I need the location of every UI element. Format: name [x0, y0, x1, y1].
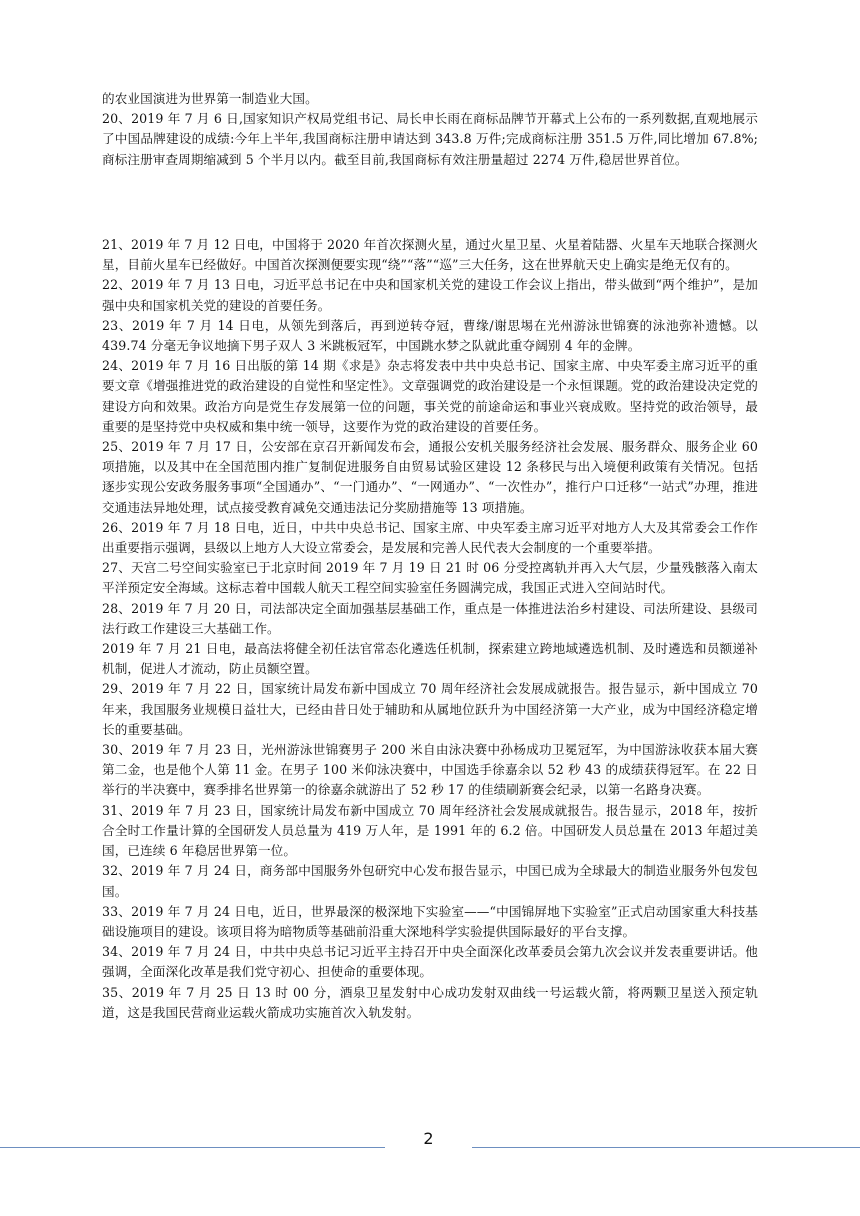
paragraph-item-29: 29、2019 年 7 月 22 日，国家统计局发布新中国成立 70 周年经济社会发展成就报告。报告显示，新中国成立 70 年来，我国服务业规模日益壮大，已经由昔日处于辅助和从属地位跃升为中国经济第一大产业，成为中国经济稳定增长的重要基础。 [102, 681, 758, 737]
paragraph-unnumbered: 2019 年 7 月 21 日电，最高法将健全初任法官常态化遴选任机制，探索建立跨地域遴选机制、及时遴选和员额递补机制，促进人才流动，防止员额空置。 [102, 641, 758, 677]
footer-rule-left [0, 1147, 385, 1148]
paragraph-item-25: 25、2019 年 7 月 17 日，公安部在京召开新闻发布会，通报公安机关服务经济社会发展、服务群众、服务企业 60 项措施，以及其中在全国范围内推广复制促进服务自由贸易试验区建设 12 条移民与出入境便利政策有关情况。包括逐步实现公安政务服务事项“全国通办”、“一门通办”、“一网通办”、“一次性办”，推行户口迁移“一站式”办理，推进交通违法异地处理，试点接受教育减免交通违法记分奖励措施等 13 项措施。 [102, 439, 758, 515]
paragraph-item-32: 32、2019 年 7 月 24 日，商务部中国服务外包研究中心发布报告显示，中国已成为全球最大的制造业服务外包发包国。 [102, 863, 758, 899]
paragraph-item-23: 23、2019 年 7 月 14 日电，从领先到落后，再到逆转夺冠，曹缘/谢思埸在光州游泳世锦赛的泳池弥补遗憾。以 439.74 分毫无争议地摘下男子双人 3 米跳板冠军，中国跳水梦之队就此重夺阔别 4 年的金牌。 [102, 317, 758, 354]
page-number: 2 [423, 1129, 434, 1148]
paragraph-item-33: 33、2019 年 7 月 24 日电，近日，世界最深的极深地下实验室——“中国锦屏地下实验室”正式启动国家重大科技基础设施项目的建设。该项目将为暗物质等基础前沿重大深地科学实验提供国际最好的平台支撑。 [102, 903, 758, 939]
main-text-block [102, 235, 758, 1023]
paragraph-item-28: 28、2019 年 7 月 20 日，司法部决定全面加强基层基础工作，重点是一体推进法治乡村建设、司法所建设、县级司法行政工作建设三大基础工作。 [102, 600, 758, 636]
paragraph: 的农业国演进为世界第一制造业大国。 [102, 91, 318, 106]
top-text-block [102, 89, 758, 170]
paragraph-item-26: 26、2019 年 7 月 18 日电，近日，中共中央总书记、国家主席、中央军委主席习近平对地方人大及其常委会工作作出重要指示强调，县级以上地方人大设立常委会，是发展和完善人民代表大会制度的一个重要举措。 [102, 519, 758, 556]
paragraph-item-27: 27、天宫二号空间实验室已于北京时间 2019 年 7 月 19 日 21 时 06 分受控离轨并再入大气层，少量残骸落入南太平洋预定安全海域。这标志着中国载人航天工程空间实验室任务圆满完成，我国正式进入空间站时代。 [102, 560, 758, 596]
paragraph-item-31: 31、2019 年 7 月 23 日，国家统计局发布新中国成立 70 周年经济社会发展成就报告。报告显示，2018 年，按折合全时工作量计算的全国研发人员总量为 419 万人年，是 1991 年的 6.2 倍。中国研发人员总量在 2013 年超过美国，已连续 6 年稳居世界第一位。 [102, 802, 758, 859]
page-footer [0, 1124, 860, 1164]
paragraph-item-24: 24、2019 年 7 月 16 日出版的第 14 期《求是》杂志将发表中共中央总书记、国家主席、中央军委主席习近平的重要文章《增强推进党的政治建设的自觉性和坚定性》。文章强调党的政治建设是一个永恒课题。党的政治建设决定党的建设方向和效果。政治方向是党生存发展第一位的问题，事关党的前途命运和事业兴衰成败。坚持党的政治领导，最重要的是坚持党中央权威和集中统一领导，这要作为党的政治建设的首要任务。 [102, 358, 758, 434]
paragraph-item-34: 34、2019 年 7 月 24 日，中共中央总书记习近平主持召开中央全面深化改革委员会第九次会议并发表重要讲话。他强调，全面深化改革是我们党守初心、担使命的重要体现。 [102, 944, 758, 980]
footer-rule-right [472, 1147, 860, 1148]
paragraph-item-20: 20、2019 年 7 月 6 日,国家知识产权局党组书记、局长申长雨在商标品牌节开幕式上公布的一系列数据,直观地展示了中国品牌建设的成绩:今年上半年,我国商标注册申请达到 343.8 万件;完成商标注册 351.5 万件,同比增加 67.8%;商标注册审查周期缩减到 5 个半月以内。截至目前,我国商标有效注册量超过 2274 万件,稳居世界首位。 [102, 111, 758, 167]
paragraph-item-35: 35、2019 年 7 月 25 日 13 时 00 分，酒泉卫星发射中心成功发射双曲线一号运载火箭，将两颗卫星送入预定轨道，这是我国民营商业运载火箭成功实施首次入轨发射。 [102, 984, 758, 1020]
paragraph-item-21: 21、2019 年 7 月 12 日电，中国将于 2020 年首次探测火星，通过火星卫星、火星着陆器、火星车天地联合探测火星，目前火星车已经做好。中国首次探测便要实现“绕”“落”“巡”三大任务，这在世界航天史上确实是绝无仅有的。 [102, 237, 758, 273]
paragraph-item-30: 30、2019 年 7 月 23 日，光州游泳世锦赛男子 200 米自由泳决赛中孙杨成功卫冕冠军，为中国游泳收获本届大赛第二金，也是他个人第 11 金。在男子 100 米仰泳决赛中，中国选手徐嘉余以 52 秒 43 的成绩获得冠军。在 22 日举行的半决赛中，赛季排名世界第一的徐嘉余就游出了 52 秒 17 的佳绩刷新赛会纪录，以第一名路身决赛。 [102, 742, 758, 798]
paragraph-item-22: 22、2019 年 7 月 13 日电，习近平总书记在中央和国家机关党的建设工作会议上指出，带头做到“两个维护”，是加强中央和国家机关党的建设的首要任务。 [102, 277, 758, 313]
